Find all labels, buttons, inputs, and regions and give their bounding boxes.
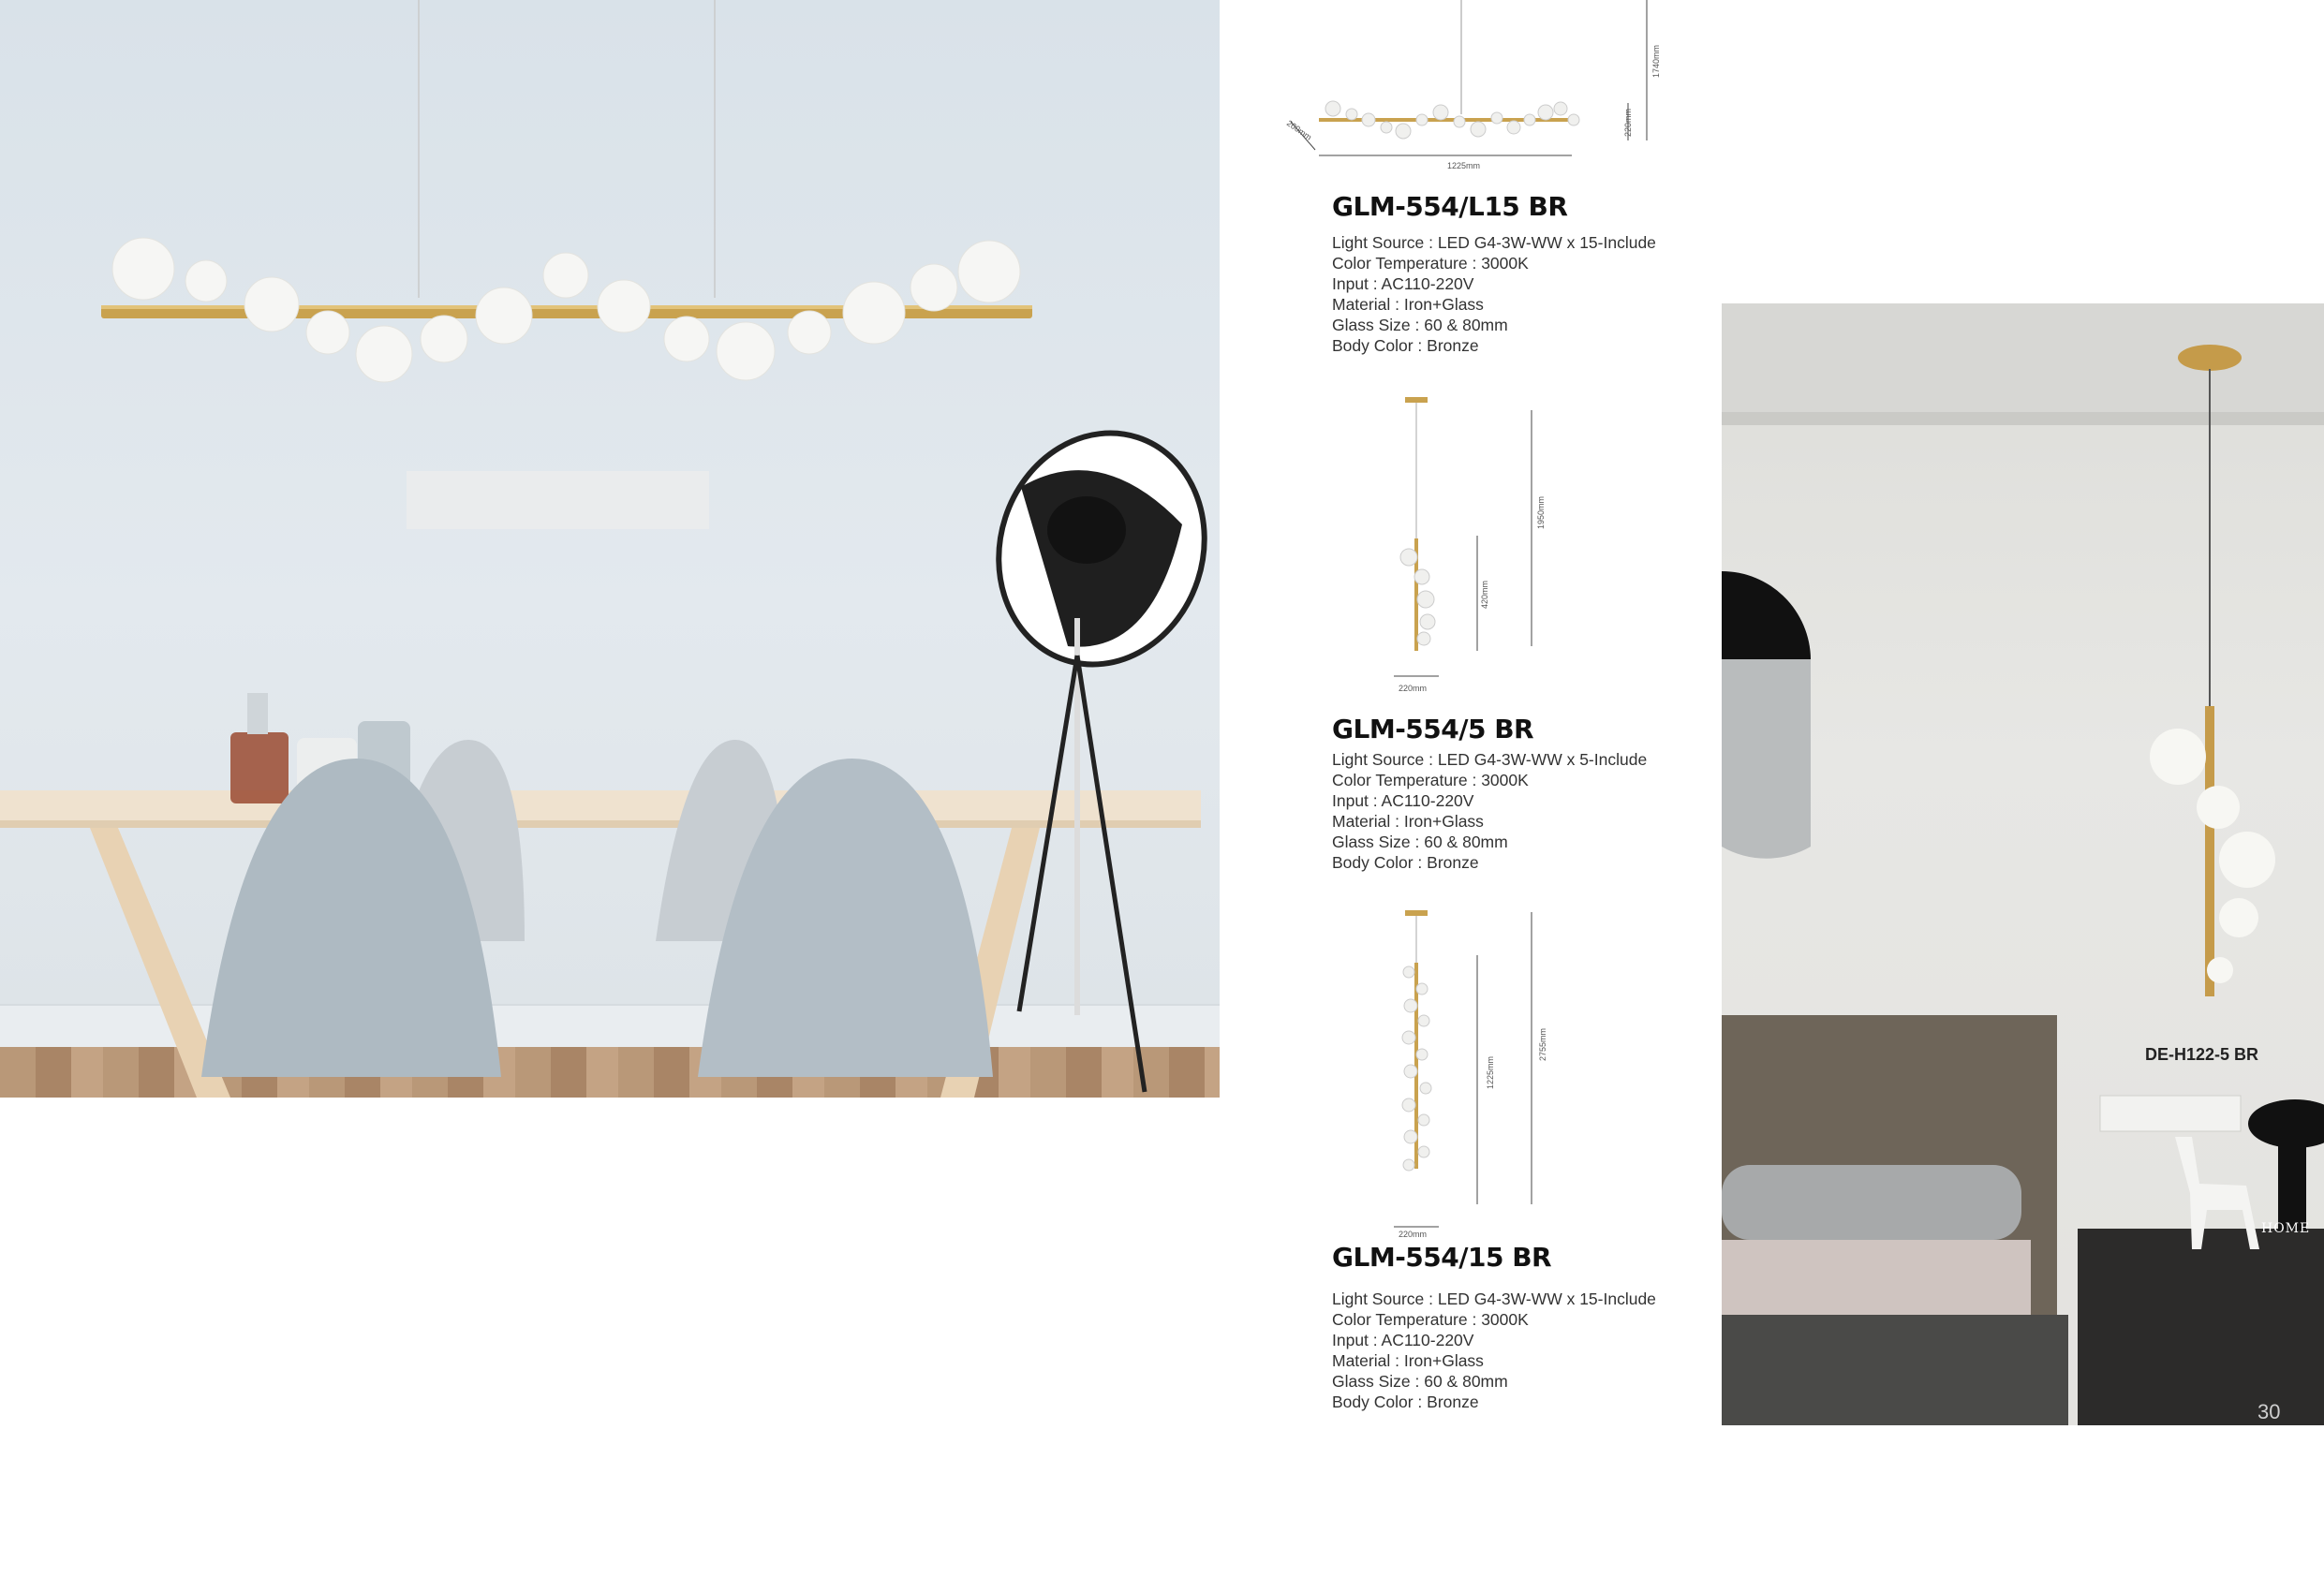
- home-sign: HOME: [2261, 1221, 2311, 1236]
- bedroom-photo: [1722, 303, 2324, 1425]
- spec-light-source: Light Source : LED G4-3W-WW x 15-Include: [1332, 233, 1656, 252]
- product-drawing-15: [1386, 906, 1564, 1234]
- spec-input: Input : AC110-220V: [1332, 791, 1474, 810]
- spec-color-temperature: Color Temperature : 3000K: [1332, 254, 1529, 273]
- spec-glass-size: Glass Size : 60 & 80mm: [1332, 316, 1508, 334]
- spec-color-temperature: Color Temperature : 3000K: [1332, 771, 1529, 789]
- page-number: 30: [2257, 1400, 2281, 1423]
- product-specs-15: [1332, 1289, 1656, 1412]
- dim-body-height-5: 420mm: [1480, 581, 1489, 610]
- spec-material: Material : Iron+Glass: [1332, 812, 1484, 831]
- spec-input: Input : AC110-220V: [1332, 1331, 1474, 1349]
- dim-width-l15: 1225mm: [1447, 161, 1481, 170]
- dim-width-15: 220mm: [1399, 1230, 1428, 1239]
- product-model-5: GLM-554/5 BR: [1332, 714, 1534, 744]
- product-drawing-5: [1386, 393, 1564, 702]
- dim-total-height-5: 1950mm: [1536, 496, 1546, 530]
- spec-glass-size: Glass Size : 60 & 80mm: [1332, 833, 1508, 851]
- spec-light-source: Light Source : LED G4-3W-WW x 5-Include: [1332, 750, 1648, 769]
- product-specs-5: [1332, 749, 1647, 873]
- spec-glass-size: Glass Size : 60 & 80mm: [1332, 1372, 1508, 1391]
- spec-body-color: Body Color : Bronze: [1332, 336, 1479, 355]
- dim-body-height-15: 1225mm: [1486, 1056, 1495, 1090]
- product-drawing-l15: [1281, 0, 1675, 178]
- dim-total-height-15: 2755mm: [1538, 1028, 1547, 1062]
- spec-body-color: Body Color : Bronze: [1332, 1393, 1479, 1411]
- dining-scene-illustration: [0, 0, 1220, 1098]
- spec-body-color: Body Color : Bronze: [1332, 853, 1479, 872]
- spec-material: Material : Iron+Glass: [1332, 295, 1484, 314]
- spec-input: Input : AC110-220V: [1332, 274, 1474, 293]
- dim-depth-l15: 200mm: [1284, 118, 1314, 142]
- dim-width-5: 220mm: [1399, 684, 1428, 693]
- product-specs-l15: [1332, 232, 1656, 356]
- spec-color-temperature: Color Temperature : 3000K: [1332, 1310, 1529, 1329]
- product-model-l15: GLM-554/L15 BR: [1332, 191, 1568, 222]
- product-model-15: GLM-554/15 BR: [1332, 1242, 1552, 1273]
- bedroom-scene-illustration: [1722, 303, 2324, 1425]
- spec-light-source: Light Source : LED G4-3W-WW x 15-Include: [1332, 1290, 1656, 1308]
- photo-product-label: DE-H122-5 BR: [2145, 1045, 2259, 1064]
- dim-total-height-l15: 1740mm: [1651, 45, 1661, 79]
- dim-body-height-l15: 220mm: [1623, 109, 1633, 138]
- dining-room-photo: [0, 0, 1220, 1098]
- spec-material: Material : Iron+Glass: [1332, 1351, 1484, 1370]
